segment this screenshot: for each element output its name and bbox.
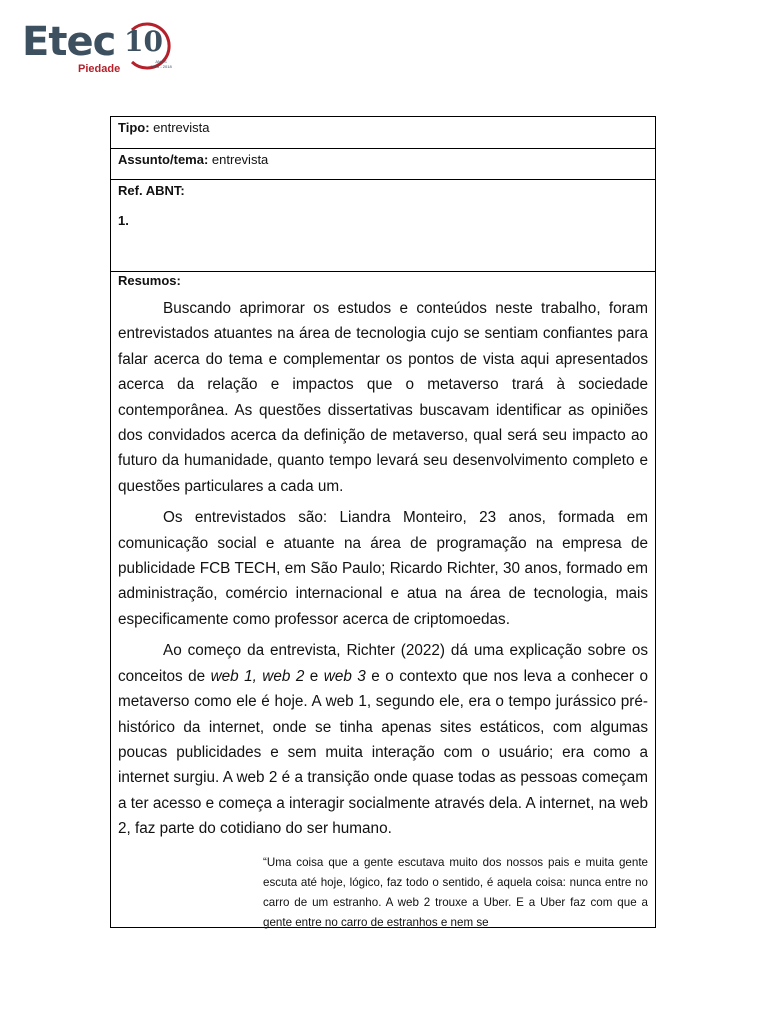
logo-badge-number: 10 [124,25,163,58]
assunto-row [111,149,655,180]
paragraph-3-rest: e o contexto que nos leva a conhecer o metaverso como ele é hoje. A web 1, segundo ele, era o tempo jurássico pré-histórico da internet, onde se tinha apenas sites estáticos, com algumas poucas publicidades e sem muita interação com o usuário; era como a internet surgiu. A web 2 é a transição onde quase todas as pessoas começam a ter acesso e começa a interagir socialmente através dela. A internet, na web 2, faz parte do cotidiano do ser humano. [118,667,648,838]
assunto-label: Assunto/tema: [118,152,209,167]
tipo-label: Tipo: [118,120,150,135]
paragraph-1: Buscando aprimorar os estudos e conteúdos neste trabalho, foram entrevistados atuantes na área de tecnologia cujo se sentiam confiantes para falar acerca do tema e complementar os pontos de vista aqui apresentados acerca da relação e impactos que o metaverso trará à sociedade contemporânea. As questões dissertativas buscavam identificar as opiniões dos convidados acerca da definição de metaverso, qual será seu impacto ao futuro da humanidade, quanto tempo levará seu desenvolvimento completo e questões particulares a cada um. [118,300,648,495]
tipo-row [111,117,655,149]
logo-brand-text: Etec [22,19,116,65]
ref-abnt-label: Ref. ABNT: [118,183,185,198]
etec-logo [20,18,180,80]
logo-badge-range: 2008 - 2018 [150,64,172,69]
assunto-value: entrevista [211,152,269,167]
paragraph-3-and: e [304,667,324,685]
logo-badge-years [146,59,176,69]
resumos-label: Resumos: [118,273,181,288]
paragraph-3-web1-web2: web 1, web 2 [210,667,305,685]
fichamento-table [110,116,656,928]
resumos-section [111,272,655,933]
logo-badge-anos: ANOS [155,59,167,64]
paragraph-2: Os entrevistados são: Liandra Monteiro, 23 anos, formada em comunicação social e atuante na área de programação na empresa de publicidade FCB TECH, em São Paulo; Ricardo Richter, 30 anos, formado em administração, comércio internacional e atua na área de tecnologia, mais especificamente como professor acerca de criptomoedas. [118,509,648,628]
ref-abnt-row [111,180,655,272]
paragraph-3-intro: Ao começo da entrevista, Richter (2022) dá uma explicação sobre os conceitos de [118,642,648,685]
block-quote: “Uma coisa que a gente escutava muito dos nossos pais e muita gente escuta até hoje, lógico, faz todo o sentido, é aquela coisa: nunca entre no carro de um estranho. A web 2 trouxe a Uber. E a Uber faz com que a gente entre no carro de estranhos e nem se [263,855,648,930]
tipo-value: entrevista [153,120,210,135]
paragraph-3 [118,638,648,841]
logo-campus-text: Piedade [78,63,121,75]
ref-list-item: 1. [118,213,129,228]
paragraph-3-web3: web 3 [323,667,366,685]
